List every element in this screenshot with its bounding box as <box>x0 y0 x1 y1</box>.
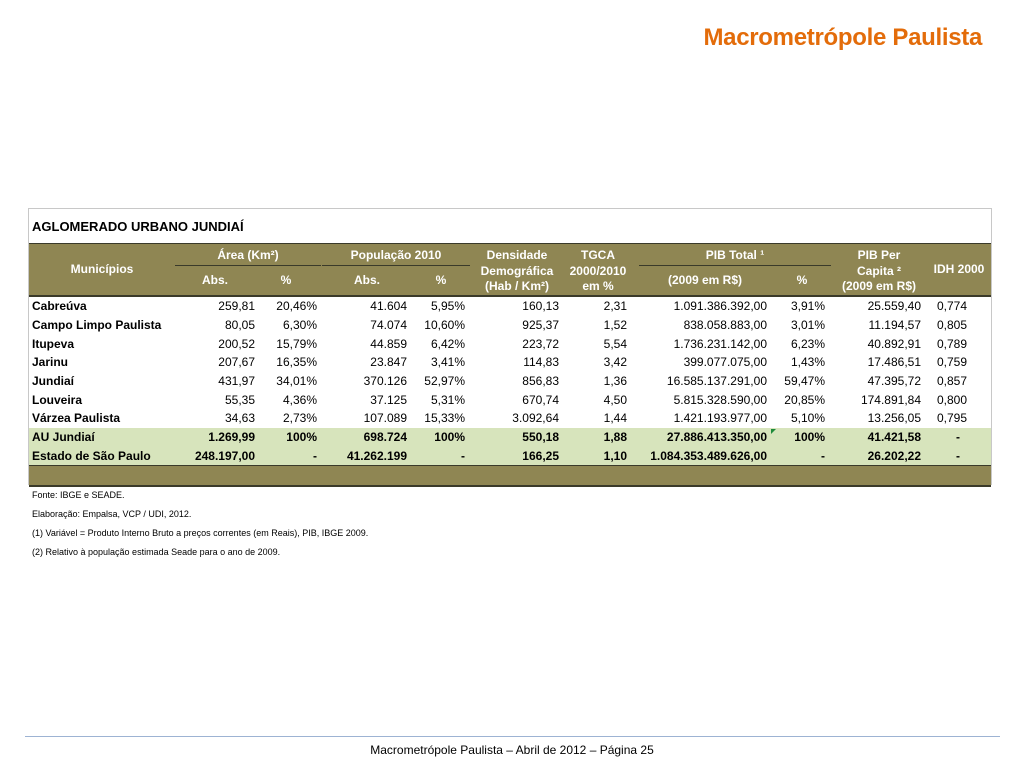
cell-tgca: 1,10 <box>563 447 631 466</box>
cell-pib-pct: 59,47% <box>784 374 825 389</box>
cell-pib-pct: 1,43% <box>790 355 825 370</box>
cell-name: Itupeva <box>32 336 75 351</box>
cell-pop: 41.604 <box>370 299 407 314</box>
cell-area: 259,81 <box>218 299 255 314</box>
cell-pib-pct: 6,23% <box>790 336 825 351</box>
table-row <box>29 334 991 353</box>
cell-area-pct: 100% <box>259 428 321 447</box>
header-pop: População 2010 <box>350 248 442 262</box>
cell-dens: 925,37 <box>522 318 559 333</box>
cell-pop-pct: 15,33% <box>424 411 465 426</box>
cell-dens: 160,13 <box>522 299 559 314</box>
cell-area: 207,67 <box>218 355 255 370</box>
cell-pop: 74.074 <box>370 318 407 333</box>
cell-name: Jundiaí <box>32 374 75 389</box>
cell-area-pct: 34,01% <box>276 374 317 389</box>
header-tgca-3: em % <box>582 279 614 293</box>
cell-dens: 223,72 <box>522 336 559 351</box>
cell-pop-pct: 5,95% <box>430 299 465 314</box>
cell-pib-pct: 20,85% <box>784 392 825 407</box>
header-tgca-1: TGCA <box>581 248 615 262</box>
cell-pop-pct: 5,31% <box>430 392 465 407</box>
cell-tgca: 1,36 <box>603 374 627 389</box>
header-area-pct: % <box>280 273 292 287</box>
cell-pop-pct: 100% <box>411 428 469 447</box>
cell-dens: 3.092,64 <box>512 411 559 426</box>
cell-idh: 0,805 <box>937 318 968 333</box>
cell-name: Estado de São Paulo <box>29 447 191 466</box>
cell-idh: 0,795 <box>937 411 968 426</box>
cell-area: 1.269,99 <box>191 428 259 447</box>
table-row <box>29 353 991 372</box>
page-footer: Macrometrópole Paulista – Abril de 2012 – Página 25 <box>370 743 654 757</box>
cell-pib: 838.058.883,00 <box>683 318 767 333</box>
header-pop-pct: % <box>435 273 447 287</box>
cell-pop-pct: 52,97% <box>424 374 465 389</box>
footer-divider <box>25 736 1000 737</box>
cell-area: 34,63 <box>224 411 255 426</box>
cell-tgca: 5,54 <box>603 336 627 351</box>
cell-idh: 0,759 <box>937 355 968 370</box>
cell-idh: 0,789 <box>937 336 968 351</box>
cell-area: 80,05 <box>224 318 255 333</box>
note-fonte: Fonte: IBGE e SEADE. <box>32 490 125 500</box>
total-row <box>29 447 991 466</box>
data-table <box>29 297 991 465</box>
cell-idh: - <box>925 428 991 447</box>
cell-pibpc: 25.559,40 <box>867 299 921 314</box>
header-pop-line <box>322 265 470 266</box>
total-row <box>29 428 991 447</box>
cell-pop: 23.847 <box>370 355 407 370</box>
header-municipios: Municípios <box>70 262 134 276</box>
cell-pib-pct: 3,01% <box>790 318 825 333</box>
header-dens-3: (Hab / Km²) <box>485 279 549 293</box>
cell-tgca: 1,52 <box>603 318 627 333</box>
cell-idh: 0,800 <box>937 392 968 407</box>
header-pibpc-2: Capita ² <box>856 264 901 278</box>
cell-pop-pct: - <box>411 447 469 466</box>
cell-area-pct: 2,73% <box>282 411 317 426</box>
cell-dens: 166,25 <box>469 447 563 466</box>
cell-idh: 0,857 <box>937 374 968 389</box>
cell-pibpc: 26.202,22 <box>829 447 925 466</box>
cell-tgca: 1,88 <box>563 428 631 447</box>
header-area-abs: Abs. <box>201 273 228 287</box>
cell-pop: 37.125 <box>370 392 407 407</box>
table-footer-band <box>29 465 991 487</box>
header-pib-pct: % <box>796 273 808 287</box>
header-pib-abs: (2009 em R$) <box>667 273 743 287</box>
cell-tgca: 2,31 <box>603 299 627 314</box>
note-2: (2) Relativo à população estimada Seade para o ano de 2009. <box>32 547 281 557</box>
cell-pop-pct: 10,60% <box>424 318 465 333</box>
cell-pop: 107.089 <box>363 411 407 426</box>
header-area-line <box>175 265 321 266</box>
header-pop-abs: Abs. <box>353 273 380 287</box>
cell-pib-pct: - <box>771 447 829 466</box>
header-pibpc-3: (2009 em R$) <box>841 279 917 293</box>
cell-pibpc: 47.395,72 <box>867 374 921 389</box>
note-elaboracao: Elaboração: Empalsa, VCP / UDI, 2012. <box>32 509 192 519</box>
cell-tgca: 4,50 <box>603 392 627 407</box>
cell-name: Campo Limpo Paulista <box>32 318 162 333</box>
table-row <box>29 409 991 428</box>
cell-pib: 5.815.328.590,00 <box>673 392 767 407</box>
header-pib-line <box>639 265 831 266</box>
header-tgca-2: 2000/2010 <box>569 264 627 278</box>
cell-pibpc: 17.486,51 <box>867 355 921 370</box>
cell-dens: 670,74 <box>522 392 559 407</box>
header-dens-1: Densidade <box>486 248 548 262</box>
cell-area-pct: 15,79% <box>276 336 317 351</box>
cell-tgca: 3,42 <box>603 355 627 370</box>
cell-pib: 1.421.193.977,00 <box>673 411 767 426</box>
cell-area-pct: - <box>259 447 321 466</box>
cell-name: Cabreúva <box>32 299 87 314</box>
cell-pib-pct: 100% <box>771 428 829 447</box>
cell-pop: 44.859 <box>370 336 407 351</box>
cell-pibpc: 13.256,05 <box>867 411 921 426</box>
table-row <box>29 316 991 335</box>
cell-pib-pct: 3,91% <box>790 299 825 314</box>
table-title: AGLOMERADO URBANO JUNDIAÍ <box>32 219 244 234</box>
cell-pib: 399.077.075,00 <box>683 355 767 370</box>
cell-name: Várzea Paulista <box>32 411 121 426</box>
cell-pibpc: 11.194,57 <box>868 318 921 333</box>
cell-pibpc: 174.891,84 <box>860 392 921 407</box>
header-area: Área (Km²) <box>217 248 279 262</box>
cell-pib: 1.091.386.392,00 <box>673 299 767 314</box>
header-idh: IDH 2000 <box>933 262 985 276</box>
cell-pib: 1.736.231.142,00 <box>673 336 767 351</box>
cell-area-pct: 16,35% <box>276 355 317 370</box>
cell-name: Jarinu <box>32 355 69 370</box>
cell-pibpc: 41.421,58 <box>829 428 925 447</box>
cell-area: 200,52 <box>218 336 255 351</box>
cell-dens: 856,83 <box>522 374 559 389</box>
cell-tgca: 1,44 <box>603 411 627 426</box>
cell-name: Louveira <box>32 392 83 407</box>
cell-area: 248.197,00 <box>191 447 259 466</box>
cell-idh: - <box>925 447 991 466</box>
cell-marker <box>771 429 776 434</box>
cell-name: AU Jundiaí <box>29 428 191 447</box>
cell-pib-pct: 5,10% <box>790 411 825 426</box>
cell-dens: 550,18 <box>469 428 563 447</box>
cell-area: 431,97 <box>218 374 255 389</box>
cell-dens: 114,83 <box>523 355 559 370</box>
cell-area-pct: 6,30% <box>282 318 317 333</box>
table-row <box>29 297 991 316</box>
note-1: (1) Variável = Produto Interno Bruto a preços correntes (em Reais), PIB, IBGE 2009. <box>32 528 369 538</box>
header-pib: PIB Total ¹ <box>705 248 765 262</box>
cell-pib: 27.886.413.350,00 <box>631 428 771 447</box>
cell-area-pct: 4,36% <box>282 392 317 407</box>
slide-title: Macrometrópole Paulista <box>703 24 982 51</box>
cell-idh: 0,774 <box>937 299 968 314</box>
header-pibpc-1: PIB Per <box>857 248 901 262</box>
cell-pop-pct: 6,42% <box>430 336 465 351</box>
cell-area: 55,35 <box>224 392 255 407</box>
cell-pop: 41.262.199 <box>321 447 411 466</box>
header-dens-2: Demográfica <box>480 264 554 278</box>
cell-pop-pct: 3,41% <box>430 355 465 370</box>
table-header <box>29 244 991 296</box>
table-row <box>29 390 991 409</box>
cell-pib: 16.585.137.291,00 <box>666 374 767 389</box>
cell-pop: 698.724 <box>321 428 411 447</box>
cell-pib: 1.084.353.489.626,00 <box>631 447 771 466</box>
cell-area-pct: 20,46% <box>276 299 317 314</box>
cell-pop: 370.126 <box>363 374 407 389</box>
table-row <box>29 372 991 391</box>
cell-pibpc: 40.892,91 <box>867 336 921 351</box>
